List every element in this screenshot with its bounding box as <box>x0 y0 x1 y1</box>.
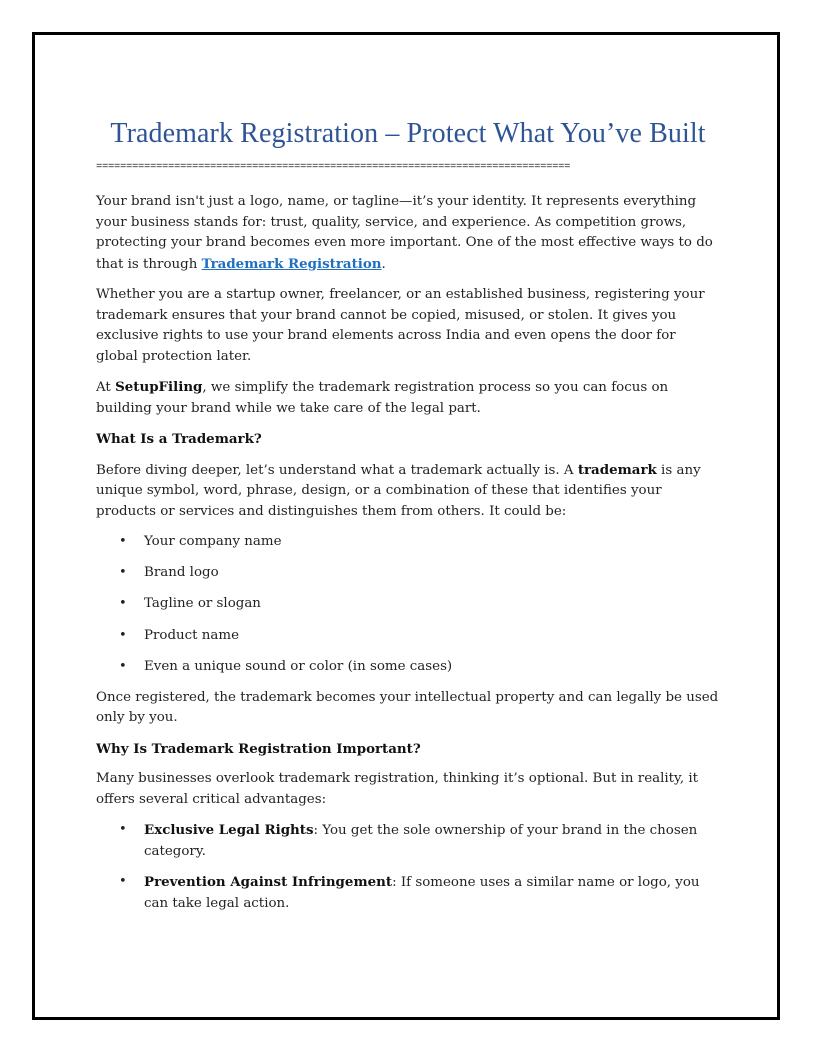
advantages-list <box>96 820 720 914</box>
trademark-registration-link[interactable]: Trademark Registration <box>201 255 382 272</box>
separator-rule: =============================================================================== <box>96 161 571 173</box>
list-item: • Brand logo <box>144 563 720 584</box>
list-item: • Product name <box>144 626 720 647</box>
document-body <box>96 114 720 924</box>
advantage-text: : You get the sole ownership of your brand in the chosen category. <box>144 823 698 859</box>
list-item <box>144 872 720 914</box>
intro-paragraph-3 <box>96 377 720 419</box>
advantage-text: : If someone uses a similar name or logo, you can take legal action. <box>144 875 700 911</box>
list-item <box>144 820 720 862</box>
intro-paragraph-1 <box>96 192 720 275</box>
list-item: • Tagline or slogan <box>144 594 720 615</box>
section2-intro: Many businesses overlook trademark registration, thinking it’s optional. But in reality, it offers several critical advantages: <box>96 771 699 807</box>
company-name: SetupFiling <box>115 379 203 395</box>
advantage-title: Exclusive Legal Rights <box>144 822 314 839</box>
section-heading-what-is: What Is a Trademark? <box>96 431 262 447</box>
s1-pre: Before diving deeper, let’s understand what a trademark actually is. A <box>96 462 578 478</box>
advantage-title: Prevention Against Infringement <box>144 874 393 891</box>
list-item: • Your company name <box>144 532 720 553</box>
s1-post: is any unique symbol, word, phrase, design, or a combination of these that identifies your products or services and distinguishes them from others. It could be: <box>96 462 701 519</box>
document-title: Trademark Registration – Protect What You’ve Built <box>110 118 706 149</box>
section-heading-why-important: Why Is Trademark Registration Important? <box>96 740 421 757</box>
section1-paragraph <box>96 460 720 523</box>
list-item: • Even a unique sound or color (in some cases) <box>144 657 720 678</box>
intro-period: . <box>381 256 386 272</box>
trademark-examples-list <box>96 532 720 677</box>
intro-text: Your brand isn't just a logo, name, or tagline—it’s your identity. It represents everything your business stands for: trust, quality, service, and experience. As competition grows, protecting your brand becomes even more important. One of the most effective ways to do that is through <box>96 194 713 272</box>
p3-pre: At <box>96 380 116 395</box>
section1-closing: Once registered, the trademark becomes your intellectual property and can legally be used only by you. <box>96 689 719 726</box>
intro-paragraph-2: Whether you are a startup owner, freelancer, or an established business, registering your trademark ensures that your brand cannot be copied, misused, or stolen. It gives you exclusive rights to use your brand elements across India and even opens the door for global protection later. <box>96 287 705 364</box>
s1-bold: trademark <box>577 461 657 478</box>
p3-post: , we simplify the trademark registration process so you can focus on building your brand while we take care of the legal part. <box>96 380 669 416</box>
